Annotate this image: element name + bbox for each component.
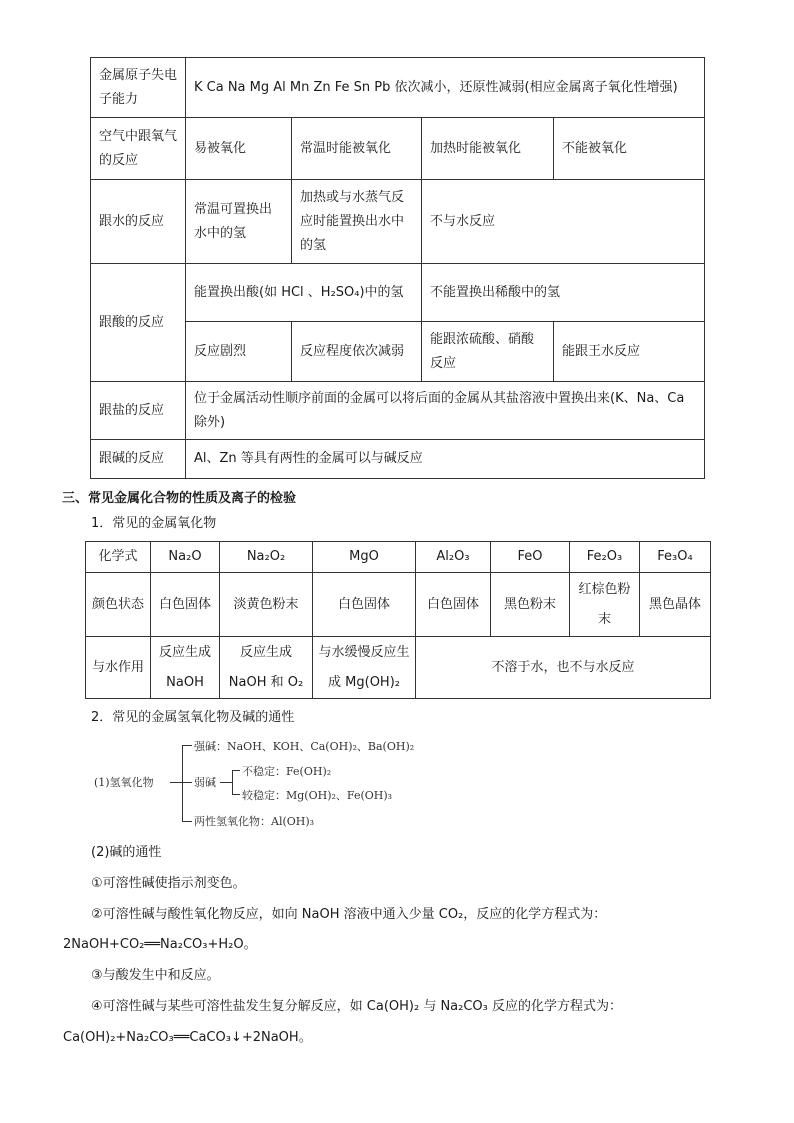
paragraph: (2)碱的通性	[91, 845, 162, 860]
diagram-stable: 较稳定：Mg(OH)₂、Fe(OH)₃	[242, 789, 393, 802]
paragraph: ③与酸发生中和反应。	[91, 968, 220, 983]
row-header: 金属原子失电子能力	[91, 58, 186, 118]
diagram-strong-base: 强碱：NaOH、KOH、Ca(OH)₂、Ba(OH)₂	[194, 740, 415, 753]
table-cell: Al、Zn 等具有两性的金属可以与碱反应	[186, 440, 705, 479]
table-header: Al₂O₃	[416, 542, 491, 573]
row-header: 跟碱的反应	[91, 440, 186, 479]
table-cell: 反应生成 NaOH	[151, 637, 220, 699]
table-cell: 加热或与水蒸气反应时能置换出水中的氢	[292, 180, 422, 264]
table-header: 化学式	[86, 542, 151, 573]
table-header: Fe₂O₃	[570, 542, 640, 573]
table-cell: 加热时能被氧化	[422, 118, 554, 180]
table-cell: 能置换出酸(如 HCl 、H₂SO₄)中的氢	[186, 264, 422, 322]
table-cell: 与水缓慢反应生成 Mg(OH)₂	[313, 637, 416, 699]
table-cell: 淡黄色粉末	[220, 573, 313, 637]
hydroxide-classification-diagram	[90, 734, 420, 834]
diagram-amphoteric: 两性氢氧化物：Al(OH)₃	[194, 815, 315, 828]
table-cell: 白色固体	[151, 573, 220, 637]
subheading: 2．常见的金属氢氧化物及碱的通性	[91, 710, 295, 725]
table-cell: 反应程度依次减弱	[292, 322, 422, 382]
table-cell: 与水作用	[86, 637, 151, 699]
section-heading: 三、常见金属化合物的性质及离子的检验	[62, 491, 297, 506]
table-cell: 能跟浓硫酸、硝酸反应	[422, 322, 554, 382]
row-header: 空气中跟氧气的反应	[91, 118, 186, 180]
paragraph: ④可溶性碱与某些可溶性盐发生复分解反应，如 Ca(OH)₂ 与 Na₂CO₃ 反应的化学方程式为：	[91, 999, 623, 1014]
equation: 2NaOH+CO₂══Na₂CO₃+H₂O。	[63, 937, 257, 952]
table-cell: 黑色粉末	[491, 573, 570, 637]
paragraph: ②可溶性碱与酸性氧化物反应，如向 NaOH 溶液中通入少量 CO₂，反应的化学方程式为：	[91, 907, 607, 922]
table-cell: 常温时能被氧化	[292, 118, 422, 180]
table-cell: 反应剧烈	[186, 322, 292, 382]
table-cell: 易被氧化	[186, 118, 292, 180]
equation: Ca(OH)₂+Na₂CO₃══CaCO₃↓+2NaOH。	[63, 1030, 312, 1045]
metal-oxides-table	[85, 541, 711, 699]
table-cell: K Ca Na Mg Al Mn Zn Fe Sn Pb 依次减小，还原性减弱(相应金属离子氧化性增强)	[186, 58, 705, 118]
table-cell: 不能被氧化	[554, 118, 705, 180]
table-cell: 白色固体	[313, 573, 416, 637]
diagram-unstable: 不稳定：Fe(OH)₂	[242, 765, 332, 778]
row-header: 跟水的反应	[91, 180, 186, 264]
table-cell: 白色固体	[416, 573, 491, 637]
paragraph: ①可溶性碱使指示剂变色。	[91, 876, 246, 891]
table-header: Na₂O₂	[220, 542, 313, 573]
table-cell: 能跟王水反应	[554, 322, 705, 382]
table-cell: 不溶于水，也不与水反应	[416, 637, 711, 699]
table-cell: 位于金属活动性顺序前面的金属可以将后面的金属从其盐溶液中置换出来(K、Na、Ca 除外)	[186, 382, 705, 440]
table-cell: 不能置换出稀酸中的氢	[422, 264, 705, 322]
table-cell: 不与水反应	[422, 180, 705, 264]
table-cell: 常温可置换出水中的氢	[186, 180, 292, 264]
table-cell: 黑色晶体	[640, 573, 711, 637]
table-cell: 反应生成 NaOH 和 O₂	[220, 637, 313, 699]
table-header: FeO	[491, 542, 570, 573]
table-header: MgO	[313, 542, 416, 573]
table-cell: 颜色状态	[86, 573, 151, 637]
metal-properties-table	[90, 57, 705, 479]
table-header: Fe₃O₄	[640, 542, 711, 573]
table-header: Na₂O	[151, 542, 220, 573]
diagram-root: (1)氢氧化物	[94, 776, 154, 789]
row-header: 跟酸的反应	[91, 264, 186, 382]
diagram-weak-base: 弱碱	[194, 776, 216, 789]
subheading: 1．常见的金属氧化物	[91, 516, 217, 531]
row-header: 跟盐的反应	[91, 382, 186, 440]
table-cell: 红棕色粉末	[570, 573, 640, 637]
